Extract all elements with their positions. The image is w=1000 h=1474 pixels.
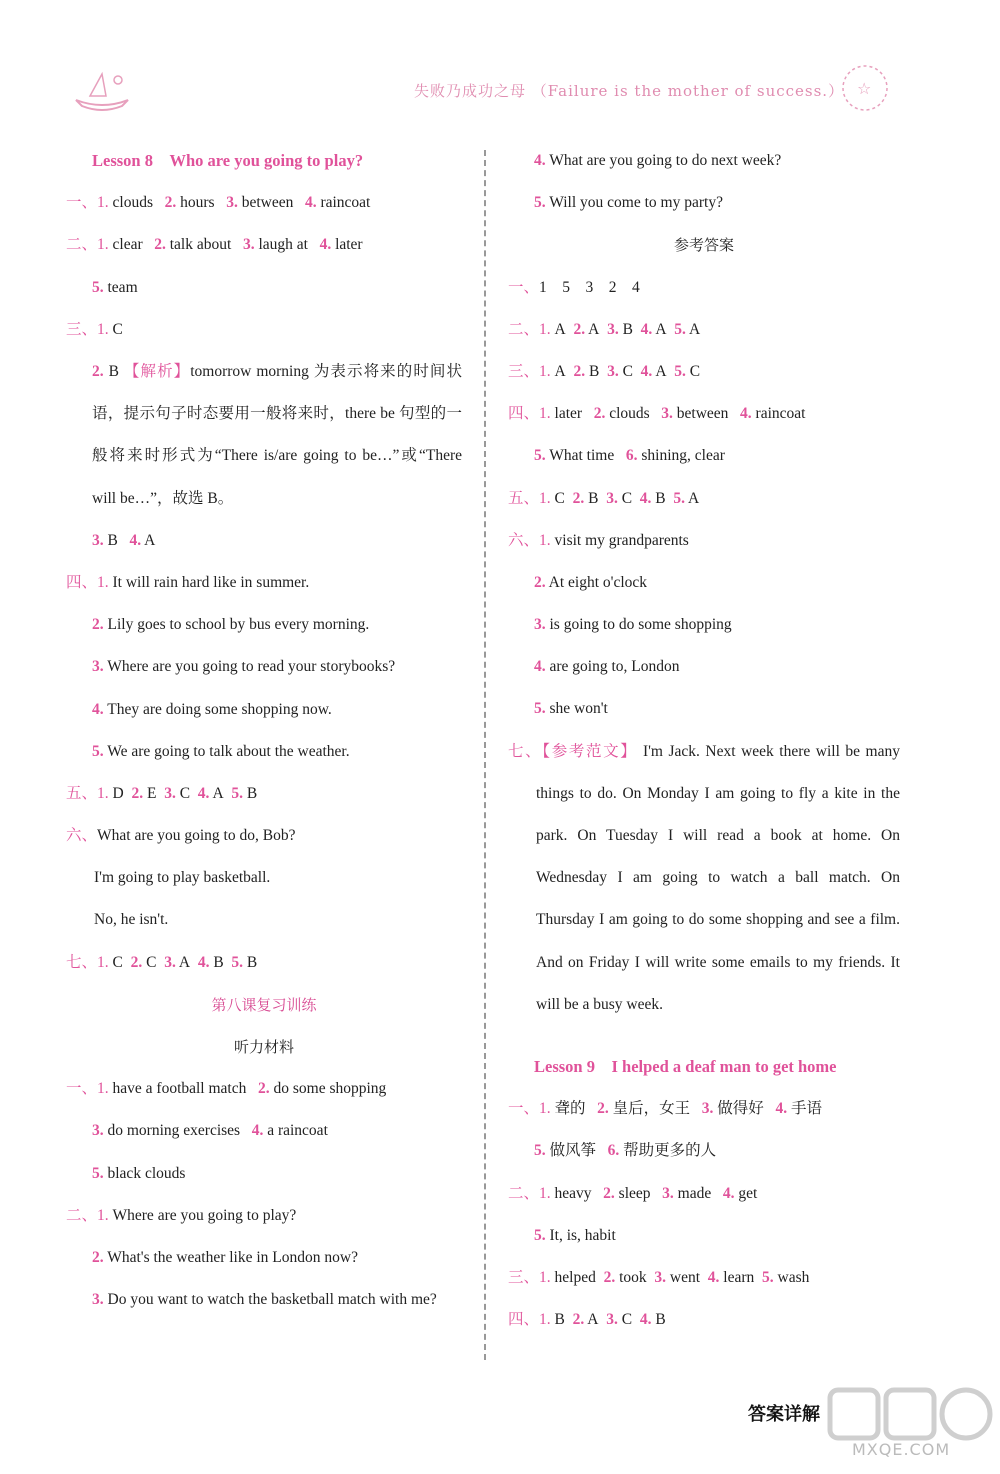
answer-row: 5. What time 6. shining, clear bbox=[534, 447, 725, 465]
spacer bbox=[508, 1026, 900, 1046]
answer-row: 2. What's the weather like in London now? bbox=[92, 1248, 358, 1266]
footer-label: 答案详解 bbox=[748, 1404, 820, 1425]
column-divider bbox=[484, 150, 486, 1360]
answer-row: 一、1. have a football match 2. do some shopping bbox=[66, 1080, 387, 1098]
answer-row: 一、1. clouds 2. hours 3. between 4. raincoat bbox=[66, 194, 371, 212]
answer-row: 七、1. C 2. C 3. A 4. B 5. B bbox=[66, 953, 258, 971]
list-item: 六、1. visit my grandparents bbox=[508, 531, 689, 549]
list-item: 3. is going to do some shopping bbox=[534, 616, 732, 634]
list-item: 5. she won't bbox=[534, 700, 608, 718]
answer-row: 3. Do you want to watch the basketball match with me? bbox=[92, 1291, 437, 1309]
answer-row: 3. do morning exercises 4. a raincoat bbox=[92, 1122, 328, 1140]
answer-row: 5. It, is, habit bbox=[534, 1226, 616, 1244]
list-item: I'm going to play basketball. bbox=[94, 869, 271, 887]
boat-logo-icon bbox=[72, 66, 132, 114]
answer-row: 3. B 4. A bbox=[92, 531, 156, 549]
answer-row: 二、1. clear 2. talk about 3. laugh at 4. later bbox=[66, 236, 363, 254]
review-title: 第八课复习训练 bbox=[211, 995, 317, 1014]
list-item: No, he isn't. bbox=[94, 911, 169, 929]
left-column bbox=[66, 140, 462, 1321]
svg-text:☆: ☆ bbox=[857, 79, 872, 98]
list-item: 2. At eight o'clock bbox=[534, 573, 648, 591]
list-item: 4. They are doing some shopping now. bbox=[92, 700, 332, 718]
header-motto: 失败乃成功之母 （Failure is the mother of success.） bbox=[414, 82, 845, 100]
sample-essay: 七、【参考范文】 I'm Jack. Next week there will be many things to do. On Monday I am going to fly a kite in the park. On Tuesday I will read a book at home. On Wednesday I am going to watch a ball match. On Thursday I am going to do some shopping and see a film. And on Friday I will write some emails to my friends. It will be a busy week. bbox=[508, 742, 900, 1013]
answer-row: 三、1. C bbox=[66, 320, 123, 338]
list-item: 4. are going to, London bbox=[534, 658, 680, 676]
answer-row: 5. black clouds bbox=[92, 1164, 186, 1182]
list-item: 3. Where are you going to read your storybooks? bbox=[92, 658, 396, 676]
answer-row: 一、1. 聋的 2. 皇后，女王 3. 做得好 4. 手语 bbox=[508, 1100, 822, 1118]
lesson9-title: Lesson 9 I helped a deaf man to get home bbox=[534, 1057, 837, 1077]
star-badge-icon bbox=[835, 58, 895, 118]
answer-row: 二、1. Where are you going to play? bbox=[66, 1206, 297, 1224]
answer-row: 5. team bbox=[92, 278, 138, 296]
answer-row: 三、1. helped 2. took 3. went 4. learn 5. wash bbox=[508, 1268, 810, 1286]
explanation-block: 2. B 【解析】tomorrow morning 为表示将来的时间状语，提示句子时态要用一般将来时，there be 句型的一般将来时形式为“There is/are going to be…”或“There will be…”，故选 B。 bbox=[92, 362, 463, 507]
answer-row: 四、1. B 2. A 3. C 4. B bbox=[508, 1311, 666, 1329]
list-item: 2. Lily goes to school by bus every morning. bbox=[92, 616, 370, 634]
listening-title: 听力材料 bbox=[233, 1038, 294, 1056]
lesson8-title: Lesson 8 Who are you going to play? bbox=[92, 151, 364, 170]
answer-row: 四、1. later 2. clouds 3. between 4. raincoat bbox=[508, 405, 806, 423]
answer-row: 三、1. A 2. B 3. C 4. A 5. C bbox=[508, 362, 701, 380]
right-column bbox=[508, 140, 900, 1341]
answer-row: 一、1 5 3 2 4 bbox=[508, 278, 640, 296]
answer-row: 五、1. D 2. E 3. C 4. A 5. B bbox=[66, 784, 258, 802]
watermark-text: MXQE.COM bbox=[852, 1440, 951, 1459]
answer-key-title: 参考答案 bbox=[673, 236, 734, 255]
answer-row: 4. What are you going to do next week? bbox=[534, 152, 782, 169]
list-item: 六、What are you going to do, Bob? bbox=[66, 827, 296, 845]
answer-row: 二、1. heavy 2. sleep 3. made 4. get bbox=[508, 1184, 758, 1202]
answer-row: 5. Will you come to my party? bbox=[534, 194, 723, 212]
page-header bbox=[0, 0, 1000, 130]
answer-row: 五、1. C 2. B 3. C 4. B 5. A bbox=[508, 489, 700, 507]
answer-row: 二、1. A 2. A 3. B 4. A 5. A bbox=[508, 320, 701, 338]
answer-row: 5. 做风筝 6. 帮助更多的人 bbox=[534, 1142, 717, 1160]
list-item: 四、1. It will rain hard like in summer. bbox=[66, 573, 310, 591]
list-item: 5. We are going to talk about the weather. bbox=[92, 742, 350, 760]
